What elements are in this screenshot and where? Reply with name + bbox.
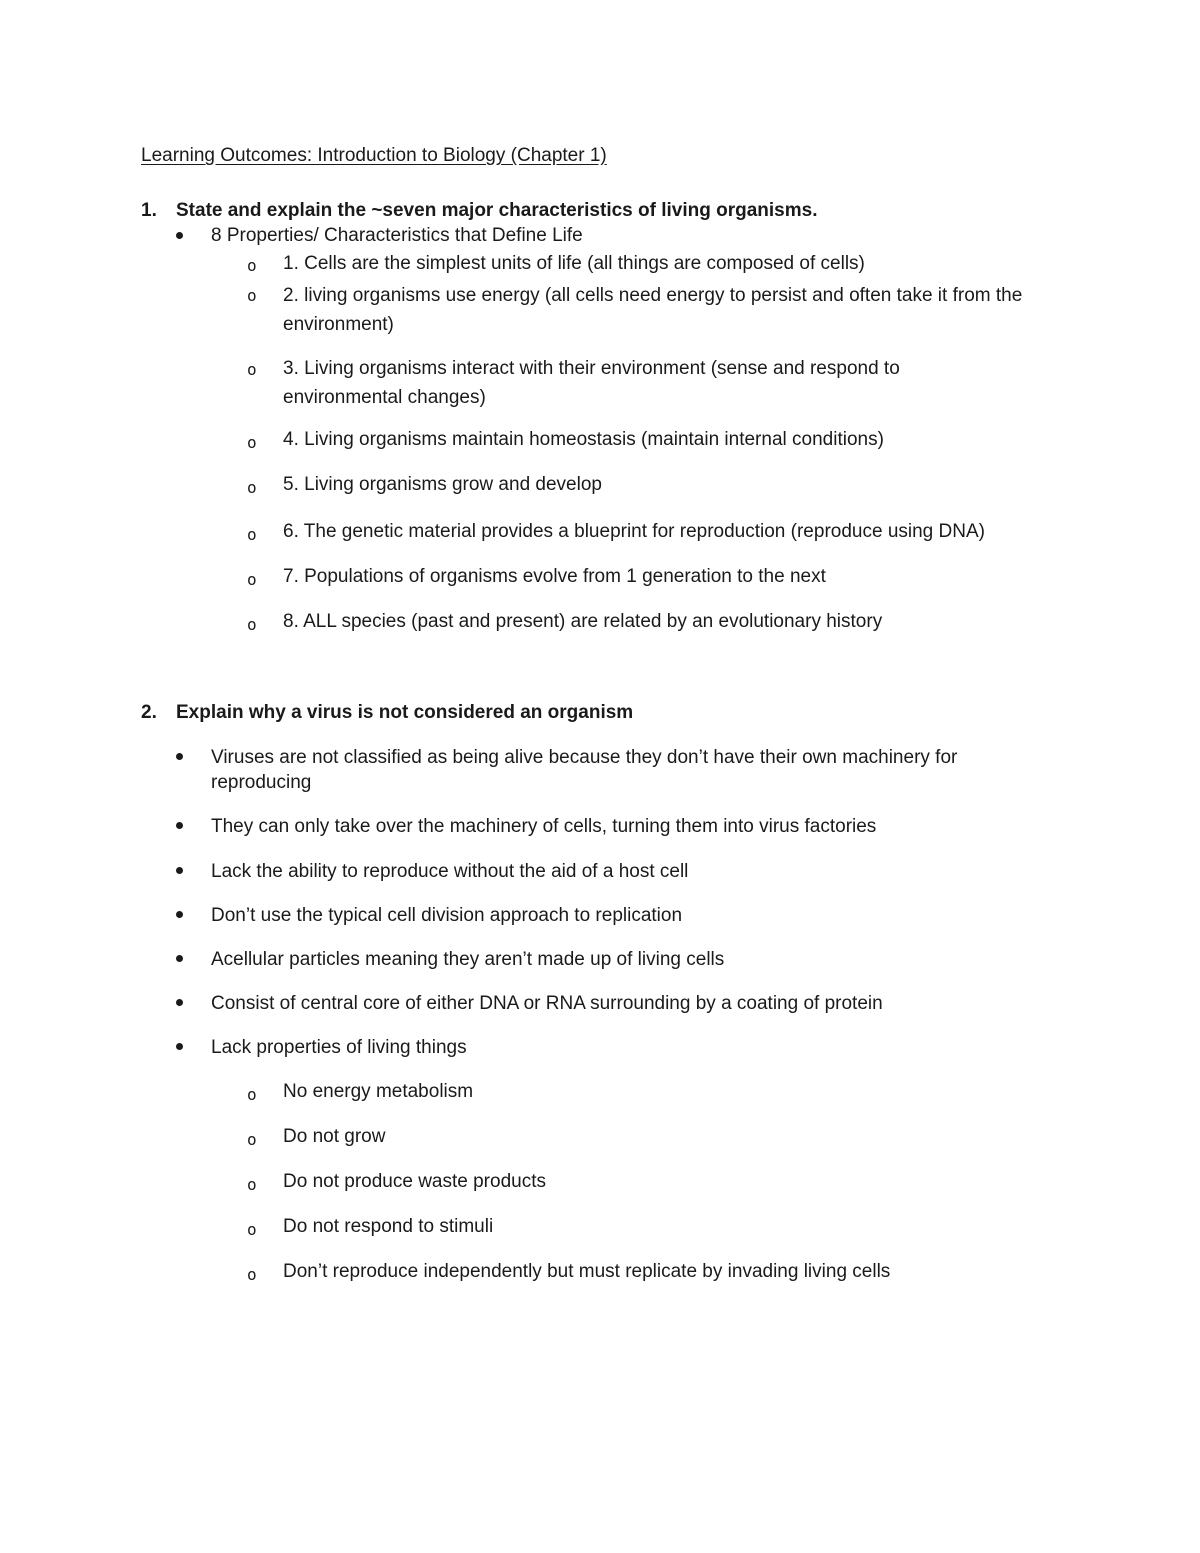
question-2-number: 2.	[141, 702, 157, 723]
sub-bullet-icon: o	[247, 1220, 257, 1239]
bullet-icon	[176, 911, 183, 918]
q2-sub-item: Do not respond to stimuli	[283, 1216, 494, 1237]
sub-bullet-icon: o	[247, 1175, 257, 1194]
q1-sub-item: 2. living organisms use energy (all cells need energy to persist and often take it from the environment)	[283, 285, 1023, 335]
question-1-text: State and explain the ~seven major characteristics of living organisms.	[176, 200, 818, 221]
q2-bullet: They can only take over the machinery of cells, turning them into virus factories	[211, 816, 877, 837]
document-title: Learning Outcomes: Introduction to Biology (Chapter 1)	[141, 145, 607, 166]
q2-bullet: Lack the ability to reproduce without the aid of a host cell	[211, 861, 689, 882]
sub-bullet-icon: o	[247, 615, 257, 634]
q2-bullet: Viruses are not classified as being alive because they don’t have their own machinery for reproducing	[211, 747, 958, 793]
bullet-icon	[176, 753, 183, 760]
q1-sub-item: 5. Living organisms grow and develop	[283, 474, 602, 495]
bullet-icon	[176, 867, 183, 874]
bullet-icon	[176, 232, 183, 239]
sub-bullet-icon: o	[247, 433, 257, 452]
q2-sub-item: No energy metabolism	[283, 1081, 474, 1102]
bullet-icon	[176, 1043, 183, 1050]
q1-bullet: 8 Properties/ Characteristics that Define Life	[211, 225, 583, 246]
sub-bullet-icon: o	[247, 286, 257, 305]
sub-bullet-icon: o	[247, 1130, 257, 1149]
sub-bullet-icon: o	[247, 570, 257, 589]
question-1-number: 1.	[141, 200, 157, 221]
q2-bullet: Lack properties of living things	[211, 1037, 467, 1058]
bullet-icon	[176, 955, 183, 962]
q1-sub-item: 1. Cells are the simplest units of life (all things are composed of cells)	[283, 253, 865, 274]
q2-bullet: Acellular particles meaning they aren’t made up of living cells	[211, 949, 725, 970]
q2-sub-item: Don’t reproduce independently but must replicate by invading living cells	[283, 1261, 891, 1282]
q2-bullet: Consist of central core of either DNA or RNA surrounding by a coating of protein	[211, 993, 883, 1014]
q1-sub-item: 6. The genetic material provides a blueprint for reproduction (reproduce using DNA)	[283, 521, 985, 542]
sub-bullet-icon: o	[247, 478, 257, 497]
bullet-icon	[176, 822, 183, 829]
bullet-icon	[176, 999, 183, 1006]
sub-bullet-icon: o	[247, 256, 257, 275]
q1-sub-item: 3. Living organisms interact with their environment (sense and respond to environmental changes)	[283, 358, 900, 408]
sub-bullet-icon: o	[247, 525, 257, 544]
sub-bullet-icon: o	[247, 360, 257, 379]
q1-sub-item: 8. ALL species (past and present) are related by an evolutionary history	[283, 611, 883, 632]
q2-bullet: Don’t use the typical cell division approach to replication	[211, 905, 683, 926]
q2-sub-item: Do not grow	[283, 1126, 386, 1147]
q1-sub-item: 4. Living organisms maintain homeostasis (maintain internal conditions)	[283, 429, 884, 450]
q1-sub-item: 7. Populations of organisms evolve from 1 generation to the next	[283, 566, 826, 587]
sub-bullet-icon: o	[247, 1085, 257, 1104]
sub-bullet-icon: o	[247, 1265, 257, 1284]
q2-sub-item: Do not produce waste products	[283, 1171, 546, 1192]
question-2-text: Explain why a virus is not considered an organism	[176, 702, 634, 723]
